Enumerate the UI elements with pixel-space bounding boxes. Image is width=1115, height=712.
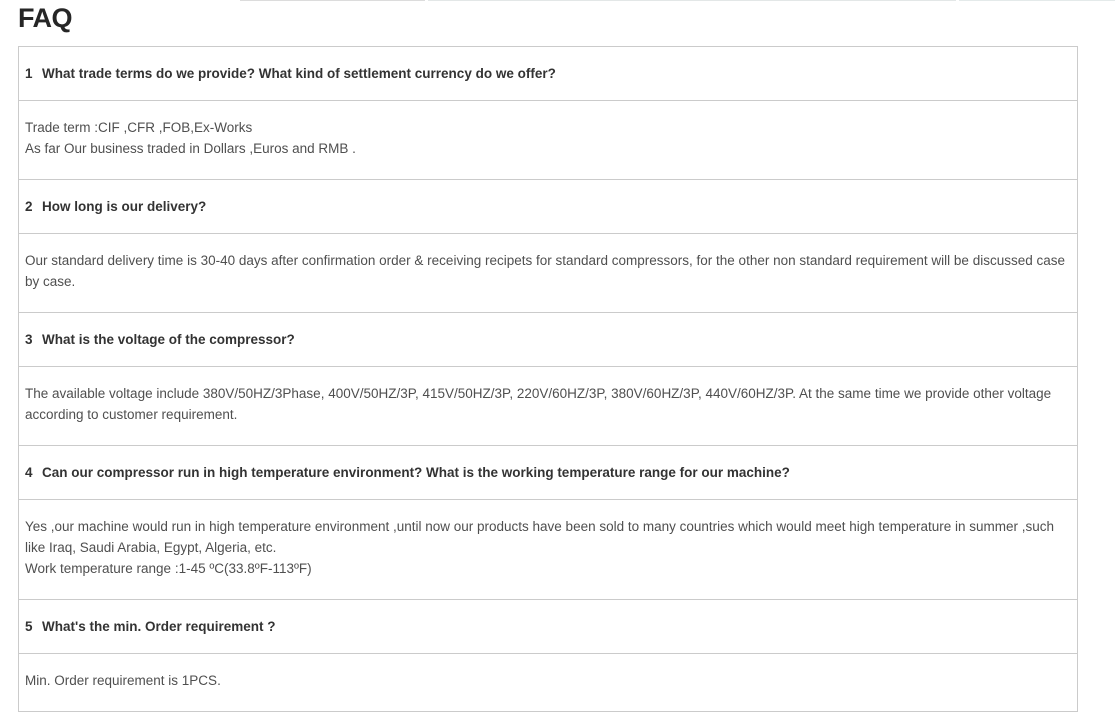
- faq-answer-text: Work temperature range :1-45 ºC(33.8ºF-113ºF): [25, 561, 312, 576]
- faq-question-row: [19, 179, 1077, 233]
- faq-answer-row: [19, 100, 1077, 179]
- faq-question-number: 2: [25, 199, 33, 214]
- faq-question-text: Can our compressor run in high temperature environment? What is the working temperature range for our machine?: [42, 465, 790, 480]
- faq-answer-row: [19, 366, 1077, 445]
- faq-question-row: [19, 312, 1077, 366]
- faq-answer-row: [19, 653, 1077, 711]
- faq-question-number: 3: [25, 332, 33, 347]
- faq-question-text: What is the voltage of the compressor?: [42, 332, 295, 347]
- faq-answer-row: [19, 499, 1077, 599]
- faq-question-number: 1: [25, 66, 33, 81]
- tab-divider-line: [240, 0, 425, 1]
- faq-question-number: 5: [25, 619, 33, 634]
- faq-question-row: [19, 47, 1077, 100]
- faq-answer-text: Our standard delivery time is 30-40 days after confirmation order & receiving recipets for standard compressors, for the other non standard requirement will be discussed case by case.: [25, 253, 1065, 289]
- faq-answer-text: Trade term :CIF ,CFR ,FOB,Ex-Works: [25, 120, 253, 135]
- faq-question-text: How long is our delivery?: [42, 199, 207, 214]
- faq-answer-text: Yes ,our machine would run in high temperature environment ,until now our products have been sold to many countries which would meet high temperature in summer ,such like Iraq, Saudi Arabia, Egypt, Algeria, etc.: [25, 519, 1055, 555]
- faq-table: [18, 46, 1078, 712]
- faq-answer-text: As far Our business traded in Dollars ,Euros and RMB .: [25, 141, 356, 156]
- tab-divider-line: [428, 0, 956, 1]
- faq-answer-row: [19, 233, 1077, 312]
- faq-answer-text: Min. Order requirement is 1PCS.: [25, 673, 221, 688]
- faq-question-row: [19, 599, 1077, 653]
- faq-question-text: What trade terms do we provide? What kind of settlement currency do we offer?: [42, 66, 556, 81]
- tab-divider-line: [959, 0, 1115, 1]
- faq-question-number: 4: [25, 465, 33, 480]
- faq-question-text: What's the min. Order requirement ?: [42, 619, 276, 634]
- faq-question-row: [19, 445, 1077, 499]
- page-title: FAQ: [18, 3, 73, 33]
- faq-answer-text: The available voltage include 380V/50HZ/3Phase, 400V/50HZ/3P, 415V/50HZ/3P, 220V/60HZ/3P, 380V/60HZ/3P, 440V/60HZ/3P. At the same time we provide other voltage according to customer requirement.: [25, 386, 1052, 422]
